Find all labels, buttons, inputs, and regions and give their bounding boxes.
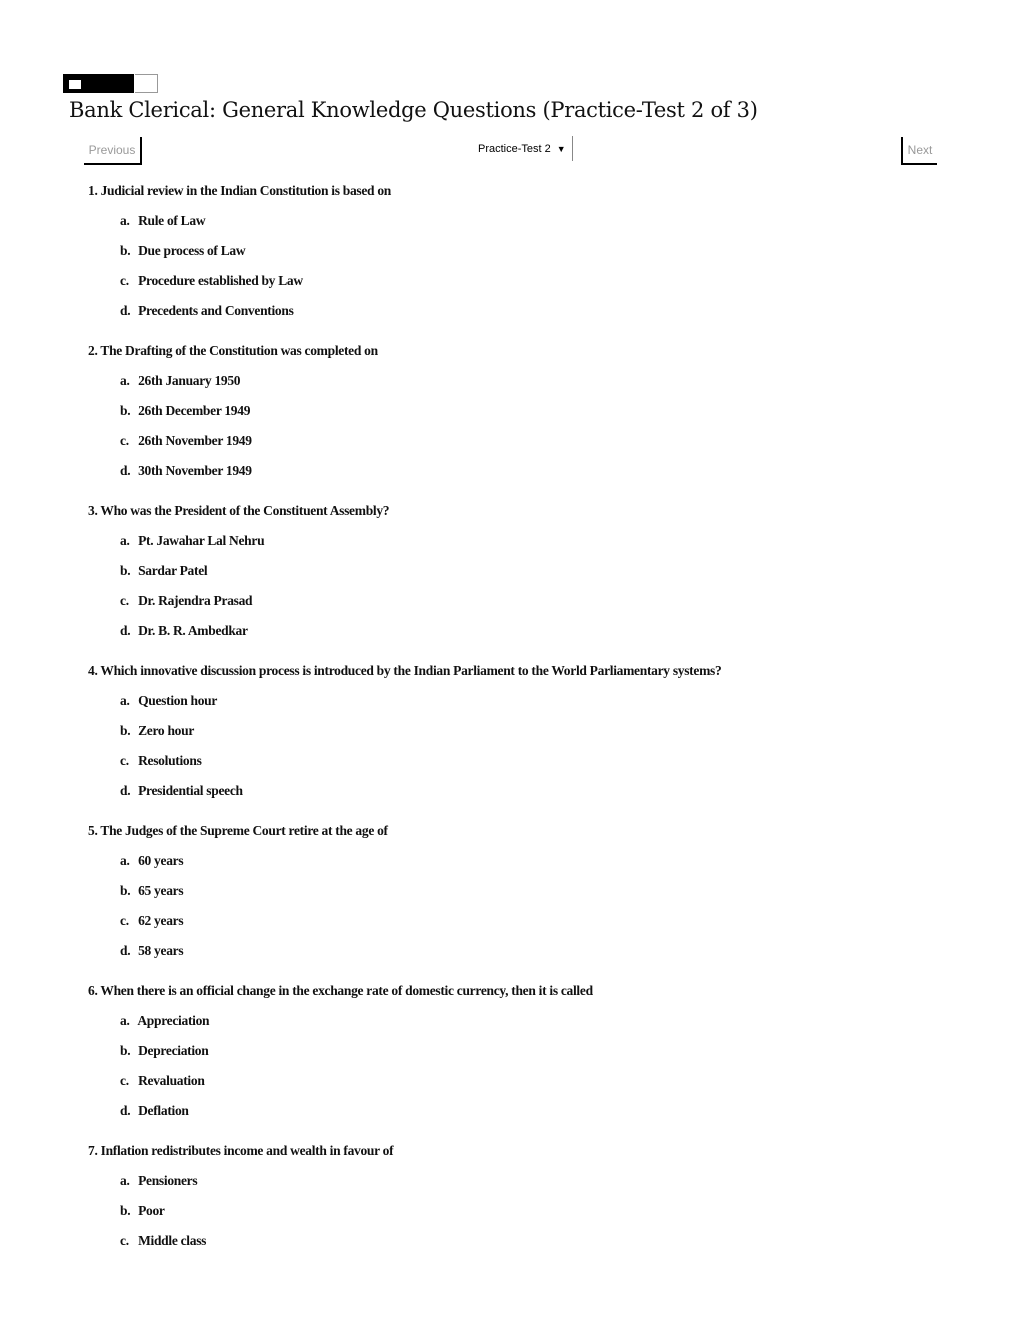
question-label: Judicial review in the Indian Constitution is based on (100, 183, 391, 198)
option-letter: a. (120, 853, 130, 868)
answer-option[interactable] (88, 562, 988, 592)
next-button[interactable]: Next (901, 137, 937, 165)
question-number: 5. (88, 823, 98, 838)
question-text (88, 342, 988, 372)
option-text: Presidential speech (138, 783, 243, 798)
question-label: Inflation redistributes income and wealth in favour of (100, 1143, 394, 1158)
option-text: Dr. Rajendra Prasad (138, 593, 253, 608)
question (88, 982, 988, 1132)
option-letter: d. (120, 623, 131, 638)
option-letter: c. (120, 433, 129, 448)
option-letter: b. (120, 1203, 131, 1218)
question-label: Who was the President of the Constituent Assembly? (100, 503, 390, 518)
option-text: Due process of Law (138, 243, 246, 258)
option-text: Middle class (138, 1233, 207, 1248)
page-title: Bank Clerical: General Knowledge Questions (Practice-Test 2 of 3) (69, 98, 758, 122)
option-letter: a. (120, 533, 130, 548)
answer-option[interactable] (88, 242, 988, 272)
option-letter: c. (120, 913, 129, 928)
select-value: Practice-Test 2 (478, 143, 551, 155)
question-number: 4. (88, 663, 98, 678)
question-number: 7. (88, 1143, 98, 1158)
answer-option[interactable] (88, 1012, 988, 1042)
answer-option[interactable] (88, 592, 988, 622)
answer-option[interactable] (88, 462, 988, 492)
answer-option[interactable] (88, 852, 988, 882)
option-text: Dr. B. R. Ambedkar (138, 623, 248, 638)
answer-option[interactable] (88, 532, 988, 562)
option-text: 26th January 1950 (138, 373, 241, 388)
question (88, 1142, 988, 1262)
question-text (88, 502, 988, 532)
answer-option[interactable] (88, 752, 988, 782)
option-letter: b. (120, 1043, 131, 1058)
answer-option[interactable] (88, 1072, 988, 1102)
option-letter: b. (120, 563, 131, 578)
previous-button[interactable]: Previous (84, 137, 142, 165)
option-letter: c. (120, 273, 129, 288)
question (88, 662, 988, 812)
answer-option[interactable] (88, 912, 988, 942)
answer-option[interactable] (88, 402, 988, 432)
question-label: The Judges of the Supreme Court retire at the age of (100, 823, 388, 838)
question-list (88, 182, 988, 1272)
option-text: 26th November 1949 (138, 433, 252, 448)
answer-option[interactable] (88, 432, 988, 462)
question (88, 822, 988, 972)
answer-option[interactable] (88, 942, 988, 972)
answer-option[interactable] (88, 722, 988, 752)
option-letter: a. (120, 373, 130, 388)
answer-option[interactable] (88, 882, 988, 912)
option-letter: c. (120, 753, 129, 768)
option-letter: b. (120, 723, 131, 738)
answer-option[interactable] (88, 622, 988, 652)
question-number: 6. (88, 983, 98, 998)
option-letter: b. (120, 403, 131, 418)
option-text: 58 years (138, 943, 184, 958)
option-letter: d. (120, 943, 131, 958)
question-text (88, 182, 988, 212)
option-letter: b. (120, 883, 131, 898)
option-text: 62 years (138, 913, 184, 928)
answer-option[interactable] (88, 1202, 988, 1232)
answer-option[interactable] (88, 782, 988, 812)
site-logo[interactable] (63, 74, 159, 93)
option-letter: c. (120, 1233, 129, 1248)
question-text (88, 982, 988, 1012)
question-number: 2. (88, 343, 98, 358)
answer-option[interactable] (88, 372, 988, 402)
question (88, 182, 988, 332)
option-letter: b. (120, 243, 131, 258)
question (88, 502, 988, 652)
option-text: Sardar Patel (138, 563, 208, 578)
option-letter: d. (120, 303, 131, 318)
question-label: The Drafting of the Constitution was completed on (100, 343, 378, 358)
option-text: 65 years (138, 883, 184, 898)
option-text: Poor (138, 1203, 165, 1218)
option-letter: d. (120, 783, 131, 798)
question-text (88, 662, 988, 692)
option-text: Question hour (138, 693, 218, 708)
option-text: 30th November 1949 (138, 463, 252, 478)
option-text: Pensioners (138, 1173, 198, 1188)
option-text: Precedents and Conventions (138, 303, 294, 318)
answer-option[interactable] (88, 1172, 988, 1202)
answer-option[interactable] (88, 302, 988, 332)
answer-option[interactable] (88, 212, 988, 242)
question-text (88, 1142, 988, 1172)
option-text: 26th December 1949 (138, 403, 251, 418)
answer-option[interactable] (88, 1232, 988, 1262)
option-letter: a. (120, 693, 130, 708)
option-letter: d. (120, 463, 131, 478)
dropdown-arrow-icon: ▼ (556, 144, 566, 154)
option-text: Resolutions (138, 753, 202, 768)
option-text: Appreciation (137, 1013, 210, 1028)
option-letter: a. (120, 1013, 130, 1028)
option-letter: a. (120, 1173, 130, 1188)
question-text (88, 822, 988, 852)
option-text: Zero hour (138, 723, 195, 738)
option-text: Procedure established by Law (138, 273, 303, 288)
option-text: Pt. Jawahar Lal Nehru (138, 533, 265, 548)
option-text: Rule of Law (138, 213, 206, 228)
option-text: Depreciation (138, 1043, 209, 1058)
option-letter: c. (120, 1073, 129, 1088)
practice-test-select[interactable] (478, 136, 573, 161)
answer-option[interactable] (88, 272, 988, 302)
option-letter: c. (120, 593, 129, 608)
option-text: 60 years (138, 853, 184, 868)
option-letter: a. (120, 213, 130, 228)
question-label: When there is an official change in the exchange rate of domestic currency, then it is called (100, 983, 593, 998)
answer-option[interactable] (88, 1102, 988, 1132)
option-text: Deflation (138, 1103, 189, 1118)
question-number: 1. (88, 183, 98, 198)
answer-option[interactable] (88, 1042, 988, 1072)
option-text: Revaluation (138, 1073, 205, 1088)
option-letter: d. (120, 1103, 131, 1118)
question-number: 3. (88, 503, 98, 518)
question-label: Which innovative discussion process is introduced by the Indian Parliament to the World Parliamentary systems? (100, 663, 722, 678)
answer-option[interactable] (88, 692, 988, 722)
question (88, 342, 988, 492)
